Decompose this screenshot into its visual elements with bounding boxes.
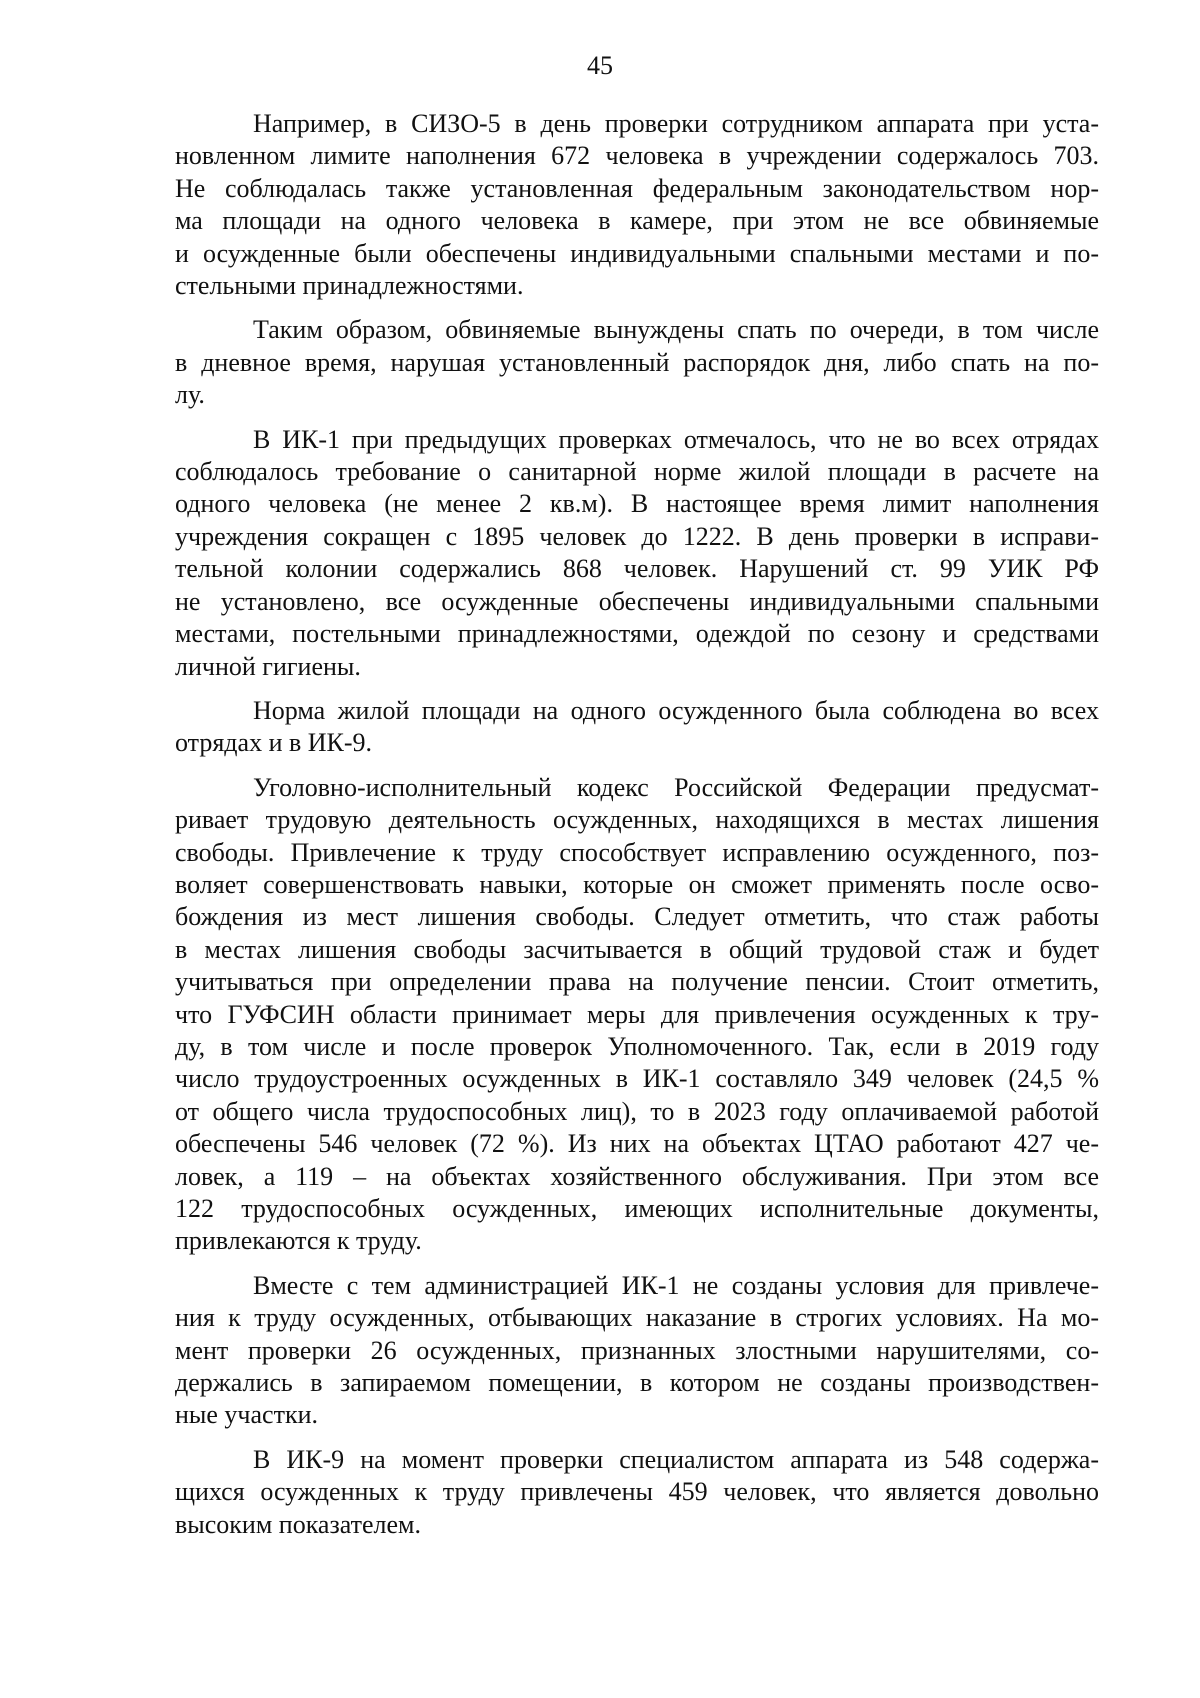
text-line: 122 трудоспособных осужденных, имеющих исполнительные документы, — [175, 1194, 1099, 1223]
paragraph — [175, 1270, 1099, 1432]
text-line: Не соблюдалась также установленная федеральным законодательством нор- — [175, 173, 1099, 203]
paragraph — [175, 695, 1099, 760]
text-line: держались в запираемом помещении, в котором не созданы производствен- — [175, 1368, 1099, 1398]
text-line: в местах лишения свободы засчитывается в общий трудовой стаж и будет — [175, 934, 1099, 964]
text-line: В ИК-1 при предыдущих проверках отмечалось, что не во всех отрядах — [253, 424, 1099, 454]
text-line: соблюдалось требование о санитарной норме жилой площади в расчете на — [175, 457, 1099, 487]
text-line: стельными принадлежностями. — [175, 271, 524, 301]
text-line: лу. — [175, 380, 205, 410]
text-line: Таким образом, обвиняемые вынуждены спать по очереди, в том числе — [253, 315, 1099, 345]
text-line: учреждения сокращен с 1895 человек до 1222. В день проверки в исправи- — [175, 521, 1099, 551]
text-line: ные участки. — [175, 1400, 318, 1430]
text-line: одного человека (не менее 2 кв.м). В настоящее время лимит наполнения — [175, 489, 1099, 519]
text-line: Уголовно-исполнительный кодекс Российской Федерации предусмат- — [253, 772, 1099, 802]
text-line: В ИК-9 на момент проверки специалистом аппарата из 548 содержа- — [253, 1444, 1099, 1474]
text-line: Вместе с тем администрацией ИК-1 не созданы условия для привлече- — [253, 1270, 1099, 1300]
paragraph — [175, 314, 1099, 411]
paragraph — [175, 1444, 1099, 1541]
text-line: ду, в том числе и после проверок Уполномоченного. Так, если в 2019 году — [175, 1031, 1099, 1061]
text-line: в дневное время, нарушая установленный распорядок дня, либо спать на по- — [175, 347, 1099, 377]
text-line: воляет совершенствовать навыки, которые он сможет применять после осво- — [175, 869, 1099, 899]
text-line: Норма жилой площади на одного осужденного была соблюдена во всех — [253, 695, 1099, 725]
text-line: не установлено, все осужденные обеспечены индивидуальными спальными — [175, 586, 1099, 616]
text-line: мент проверки 26 осужденных, признанных злостными нарушителями, со- — [175, 1335, 1099, 1365]
text-line: ловек, а 119 – на объектах хозяйственного обслуживания. При этом все — [175, 1161, 1099, 1191]
paragraph — [175, 108, 1099, 302]
page-number: 45 — [587, 51, 613, 80]
text-line: учитываться при определении права на получение пенсии. Стоит отметить, — [175, 967, 1099, 997]
text-line: и осужденные были обеспечены индивидуальными спальными местами и по- — [175, 238, 1099, 268]
text-line: отрядах и в ИК-9. — [175, 728, 373, 758]
text-line: новленном лимите наполнения 672 человека в учреждении содержалось 703. — [175, 141, 1099, 171]
text-line: обеспечены 546 человек (72 %). Из них на объектах ЦТАО работают 427 че- — [175, 1129, 1099, 1159]
text-line: тельной колонии содержались 868 человек. Нарушений ст. 99 УИК РФ — [175, 554, 1099, 584]
text-line: от общего числа трудоспособных лиц), то в 2023 году оплачиваемой работой — [175, 1096, 1099, 1126]
text-line: бождения из мест лишения свободы. Следует отметить, что стаж работы — [175, 902, 1099, 932]
text-line: ма площади на одного человека в камере, при этом не все обвиняемые — [175, 206, 1099, 236]
text-line: число трудоустроенных осужденных в ИК-1 составляло 349 человек (24,5 % — [175, 1064, 1099, 1094]
text-line: ривает трудовую деятельность осужденных, находящихся в местах лишения — [175, 805, 1099, 835]
text-line: что ГУФСИН области принимает меры для привлечения осужденных к тру- — [175, 999, 1099, 1029]
text-line: ния к труду осужденных, отбывающих наказание в строгих условиях. На мо- — [175, 1303, 1099, 1333]
paragraph — [175, 424, 1099, 683]
text-line: свободы. Привлечение к труду способствует исправлению осужденного, поз- — [175, 837, 1099, 867]
text-line: высоким показателем. — [175, 1509, 421, 1539]
text-line: Например, в СИЗО-5 в день проверки сотрудником аппарата при уста- — [253, 109, 1099, 138]
text-line: щихся осужденных к труду привлечены 459 человек, что является довольно — [175, 1477, 1099, 1507]
paragraph — [175, 772, 1099, 1258]
text-line: личной гигиены. — [175, 651, 361, 681]
document-body — [175, 108, 1099, 1553]
text-line: привлекаются к труду. — [175, 1226, 422, 1256]
text-line: местами, постельными принадлежностями, одеждой по сезону и средствами — [175, 619, 1099, 649]
